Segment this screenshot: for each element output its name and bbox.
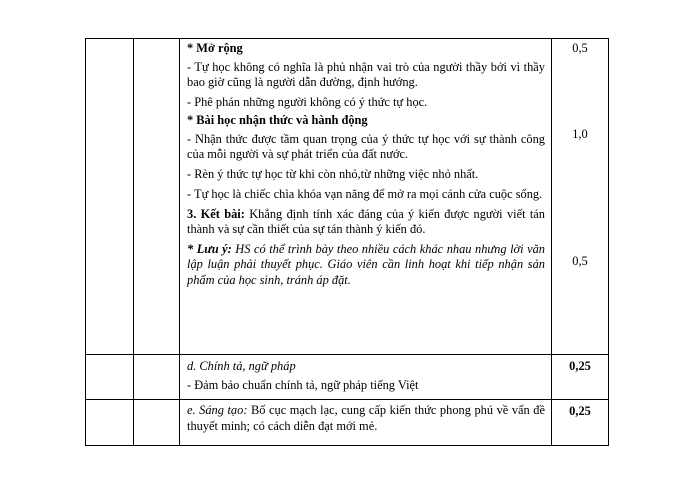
table-row — [86, 39, 609, 355]
table-row — [86, 355, 609, 400]
score-cell — [552, 39, 609, 355]
bai-hoc-point-1: - Nhận thức được tầm quan trọng của ý thức tự học với sự thành công của mỗi người và sự phát triển của đất nước. — [187, 131, 545, 161]
grading-table — [85, 38, 609, 446]
ket-bai-label: 3. Kết bài: — [187, 206, 245, 221]
bai-hoc-heading: * Bài học nhận thức và hành động — [187, 113, 368, 127]
chinh-ta-heading: d. Chính tả, ngữ pháp — [187, 359, 296, 373]
luu-y-paragraph — [187, 242, 545, 289]
empty-cell — [86, 400, 134, 446]
empty-cell — [86, 355, 134, 400]
luu-y-label: * Lưu ý: — [187, 241, 232, 256]
mo-rong-heading: * Mở rộng — [187, 41, 243, 55]
content-cell — [180, 39, 552, 355]
empty-cell — [86, 39, 134, 355]
mo-rong-point-1: - Tự học không có nghĩa là phủ nhận vai trò của người thầy bởi vì thầy bao giờ cũng là người dẫn đường, định hướng. — [187, 59, 545, 89]
mo-rong-point-2: - Phê phán những người không có ý thức tự học. — [187, 94, 428, 109]
sang-tao-text: Bố cục mạch lạc, cung cấp kiến thức phong phú về vấn đề thuyết minh; có cách diễn đạt mới mẻ. — [187, 403, 545, 433]
score-bai-hoc: 1,0 — [572, 126, 588, 141]
ket-bai-paragraph — [187, 207, 545, 238]
empty-cell — [134, 355, 180, 400]
empty-cell — [134, 400, 180, 446]
content-cell — [180, 400, 552, 446]
score-mo-rong: 0,5 — [572, 41, 588, 55]
sang-tao-heading: e. Sáng tạo: — [187, 403, 248, 417]
bai-hoc-point-3: - Tự học là chiếc chìa khóa vạn năng để mở ra mọi cánh cửa cuộc sống. — [187, 187, 543, 201]
bai-hoc-point-2: - Rèn ý thức tự học từ khi còn nhỏ,từ những việc nhỏ nhất. — [187, 166, 479, 181]
score-ket-bai: 0,5 — [572, 254, 588, 268]
score-chinh-ta: 0,25 — [569, 359, 591, 373]
sang-tao-paragraph — [187, 403, 545, 434]
empty-cell — [134, 39, 180, 355]
table-row — [86, 400, 609, 446]
score-sang-tao: 0,25 — [569, 404, 591, 418]
score-cell — [552, 355, 609, 400]
ket-bai-text: Khẳng định tính xác đáng của ý kiến được người viết tán thành và sự cần thiết của sự tán thành ý kiến đó. — [187, 206, 545, 236]
score-cell — [552, 400, 609, 446]
content-cell — [180, 355, 552, 400]
luu-y-text: HS có thể trình bày theo nhiều cách khác nhau nhưng lời văn lập luận phải thuyết phục. Giáo viên cần linh hoạt khi tiếp nhận sản phẩm của học sinh, tránh áp đặt. — [187, 241, 545, 287]
chinh-ta-text: - Đảm bảo chuẩn chính tả, ngữ pháp tiếng Việt — [187, 377, 419, 392]
